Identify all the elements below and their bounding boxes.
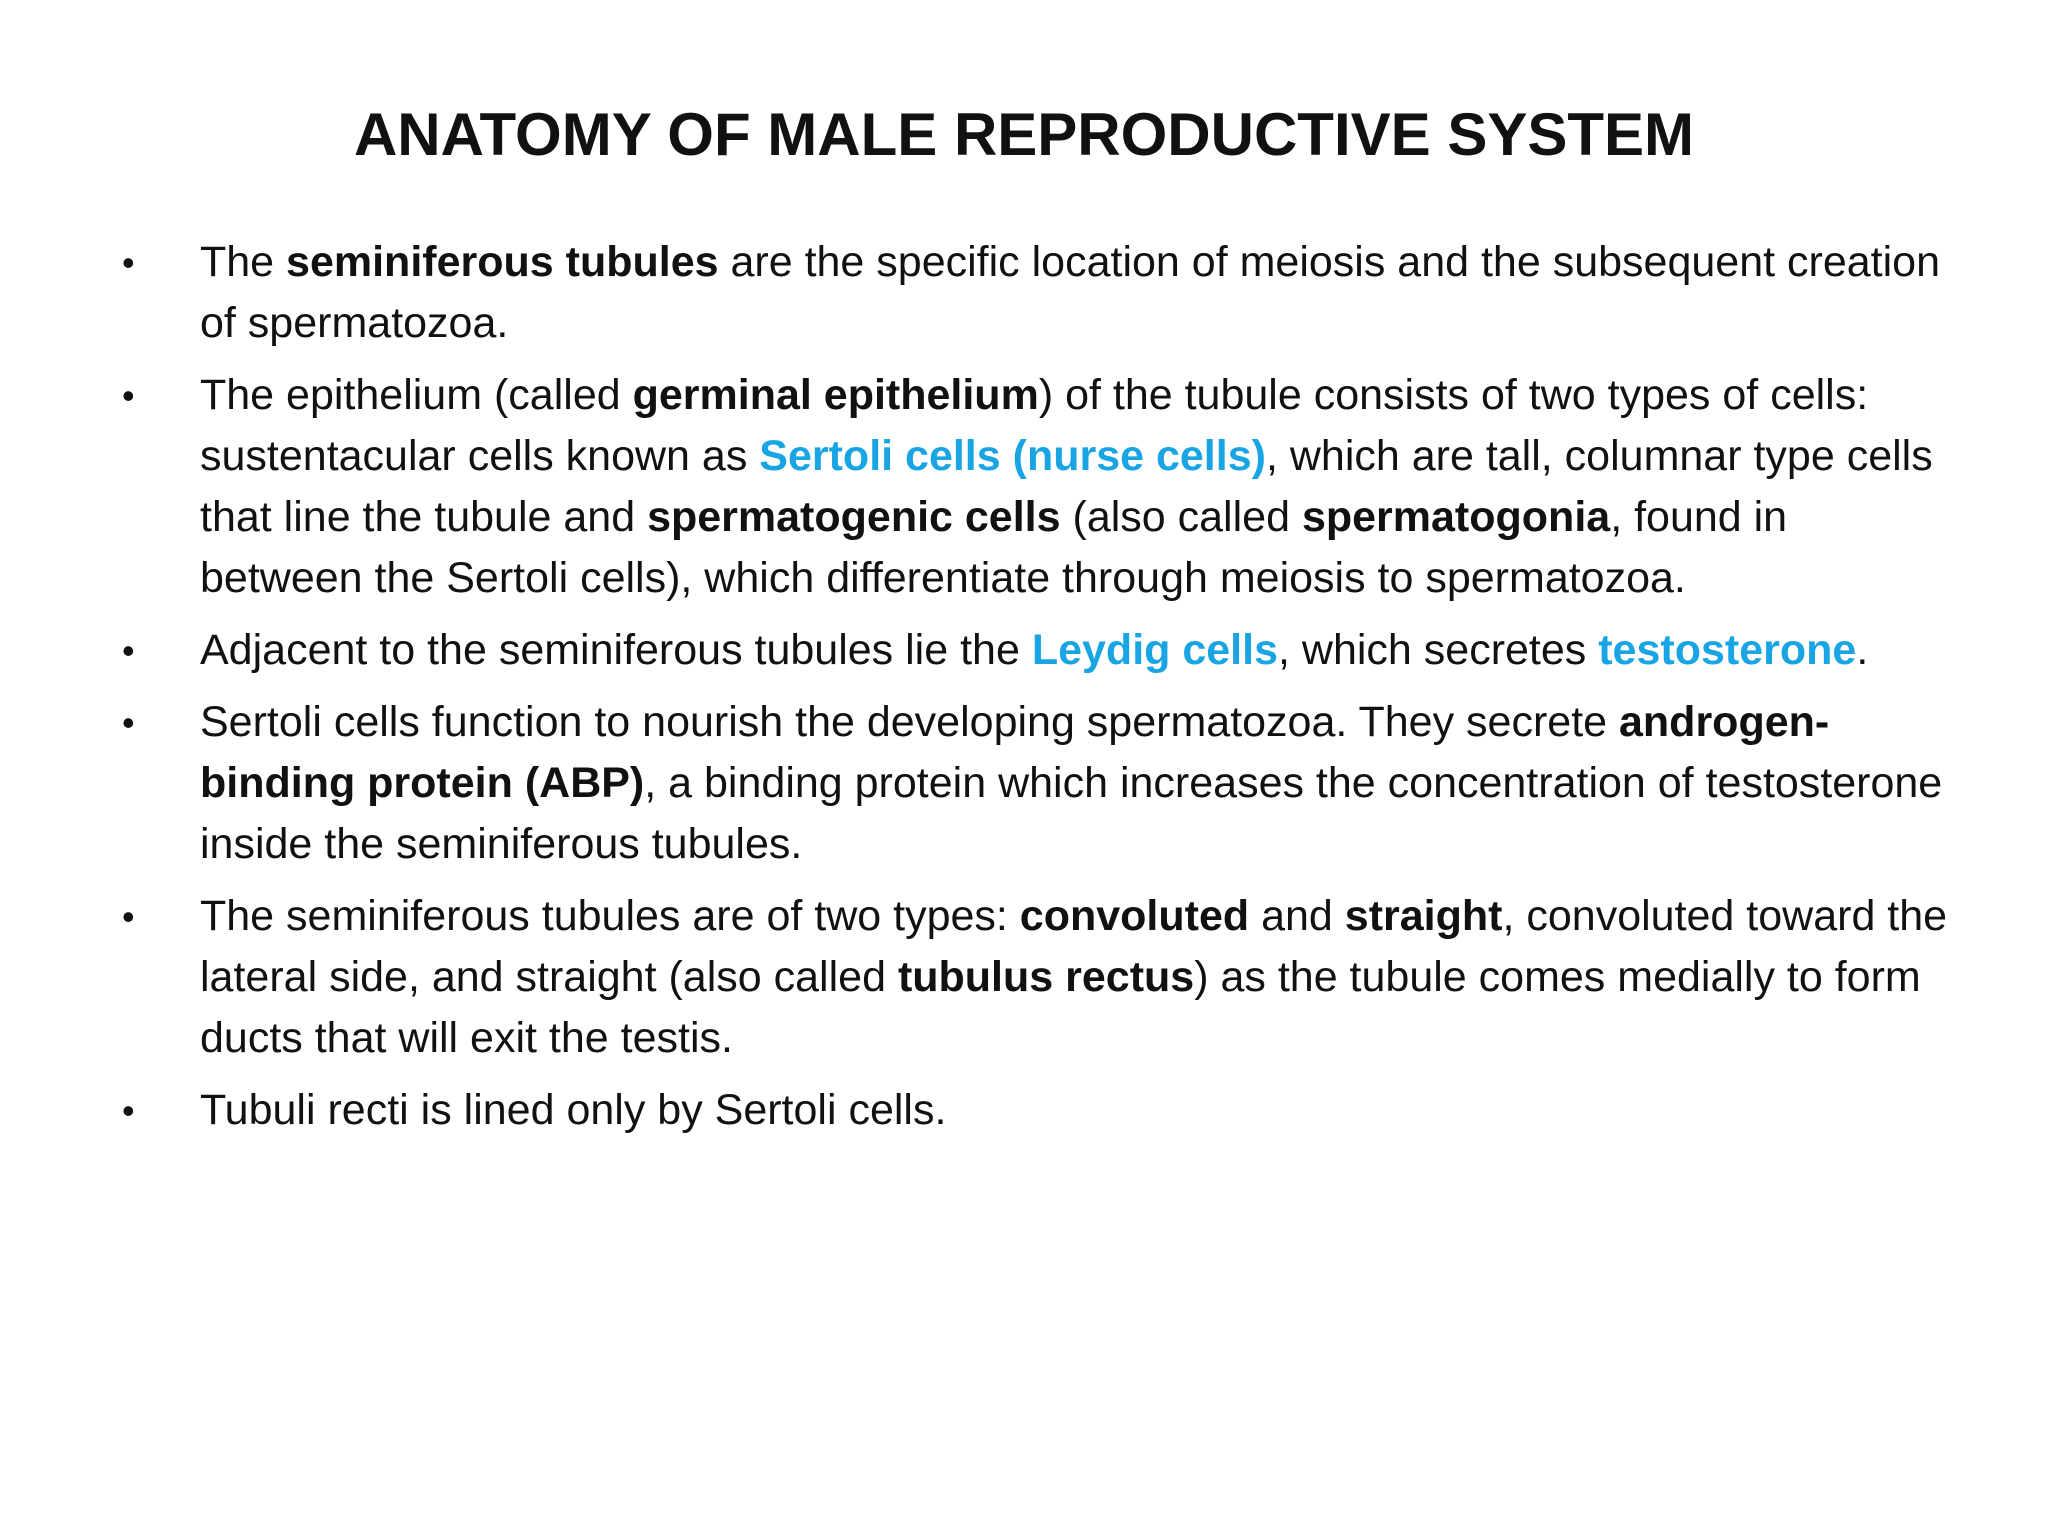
bullet-text: , a binding protein which increases the concentration of testosterone inside the seminiferous tubules. xyxy=(200,759,1943,868)
bullet-text: ) as the tubule comes medially to form ducts that will exit the testis. xyxy=(200,953,1921,1062)
bullet-text: (also called xyxy=(1060,493,1302,541)
bullet-text: The xyxy=(200,238,287,286)
bullet-text: ) of the tubule consists of two types of cells: sustentacular cells known as xyxy=(200,371,1869,480)
slide-title: ANATOMY OF MALE REPRODUCTIVE SYSTEM xyxy=(353,101,1695,168)
bullet-dot-icon: • xyxy=(122,630,135,671)
bullet-text: The epithelium (called xyxy=(200,371,633,419)
bullet-item xyxy=(118,886,1948,1069)
bold-term: straight xyxy=(1344,892,1503,940)
bold-term: seminiferous tubules xyxy=(286,238,719,286)
bullet-text: are the specific location of meiosis and the subsequent creation of spermatozoa. xyxy=(200,238,1940,347)
bullet-text: Sertoli cells function to nourish the developing spermatozoa. They secrete xyxy=(200,698,1619,746)
bullet-dot-icon: • xyxy=(122,1090,135,1131)
bullet-item xyxy=(118,365,1948,609)
bullet-dot-icon: • xyxy=(122,375,135,416)
bullet-text: The seminiferous tubules are of two types: xyxy=(200,892,1020,940)
bullet-text: , found in between the Sertoli cells), which differentiate through meiosis to spermatozoa. xyxy=(200,493,1788,602)
bullet-text: Adjacent to the seminiferous tubules lie the xyxy=(200,626,1032,674)
highlighted-term: testosterone xyxy=(1598,626,1857,674)
bullet-text: . xyxy=(1856,626,1869,674)
bold-term: tubulus rectus xyxy=(897,953,1195,1001)
bullet-item xyxy=(118,692,1948,875)
highlighted-term: Leydig cells xyxy=(1031,626,1278,674)
bullet-text: , which secretes xyxy=(1278,626,1599,674)
bullet-item xyxy=(118,232,1948,354)
bullet-dot-icon: • xyxy=(122,242,135,283)
bold-term: convoluted xyxy=(1019,892,1250,940)
highlighted-term: Sertoli cells (nurse cells) xyxy=(759,432,1266,480)
bullet-dot-icon: • xyxy=(122,896,135,937)
bold-term: androgen-binding protein (ABP) xyxy=(200,698,1830,807)
bold-term: spermatogonia xyxy=(1301,493,1611,541)
bold-term: germinal epithelium xyxy=(632,371,1039,419)
bullet-text: Tubuli recti is lined only by Sertoli cells. xyxy=(200,1086,947,1134)
bullet-list xyxy=(118,232,1948,1152)
bullet-text: , which are tall, columnar type cells that line the tubule and xyxy=(200,432,1933,541)
bullet-text: and xyxy=(1249,892,1345,940)
bullet-text: , convoluted toward the lateral side, and straight (also called xyxy=(200,892,1948,1001)
bullet-dot-icon: • xyxy=(122,702,135,743)
bold-term: spermatogenic cells xyxy=(647,493,1061,541)
bullet-item xyxy=(118,1080,1948,1141)
bullet-item xyxy=(118,620,1948,681)
